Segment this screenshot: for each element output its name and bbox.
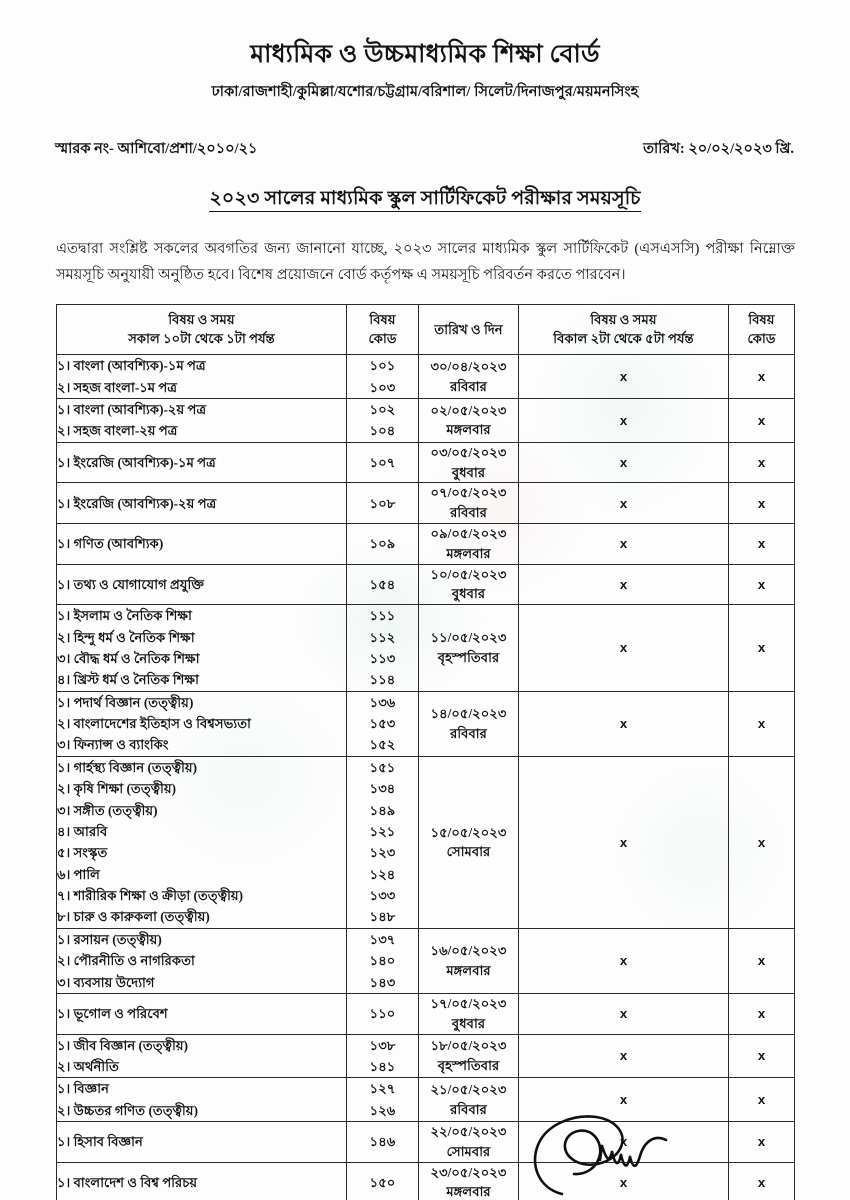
cell-afternoon-subject: x (519, 691, 729, 756)
cell-date-day (419, 928, 519, 993)
cell-morning-subjects (57, 605, 347, 692)
subject-line: ১। হিসাব বিজ্ঞান (57, 1134, 143, 1150)
header-subject-code-line1: বিষয় (369, 312, 396, 328)
memo-date: তারিখ: ২০/০২/২০২৩ খ্রি. (643, 140, 794, 157)
subject-line: ১। গার্হস্থ্য বিজ্ঞান (তত্ত্বীয়) (57, 759, 198, 775)
exam-weekday: বুধবার (451, 1015, 486, 1031)
subject-code: ১১০ (369, 1006, 396, 1022)
cell-date-day (419, 1122, 519, 1163)
subject-line: ৩। বৌদ্ধ ধর্ম ও নৈতিক শিক্ষা (57, 650, 200, 666)
subject-code: ১৪৯ (369, 802, 396, 818)
cell-date-day (419, 483, 519, 524)
subject-line: ১। ভূগোল ও পরিবেশ (57, 1006, 168, 1022)
cell-morning-subjects (57, 993, 347, 1034)
exam-date: ১৮/০৫/২০২৩ (430, 1038, 507, 1054)
subject-line: ১। পদার্থ বিজ্ঞান (তত্ত্বীয়) (57, 694, 194, 710)
cell-morning-subjects (57, 524, 347, 565)
cell-date-day (419, 993, 519, 1034)
exam-weekday: বৃহস্পতিবার (437, 649, 500, 665)
subject-code: ১৩৭ (369, 931, 396, 947)
exam-date: ২৩/০৫/২০২৩ (430, 1164, 507, 1180)
exam-weekday: মঙ্গলবার (446, 962, 491, 978)
cell-afternoon-code: x (729, 993, 795, 1034)
subject-code: ১০৯ (369, 536, 396, 552)
exam-date: ১৪/০৫/২০২৩ (430, 705, 507, 721)
exam-weekday: রবিবার (450, 725, 487, 741)
cell-afternoon-code: x (729, 1162, 795, 1200)
header-morning-subject (57, 305, 347, 355)
cell-afternoon-code: x (729, 355, 795, 399)
cell-afternoon-subject: x (519, 399, 729, 443)
header-afternoon-code (729, 305, 795, 355)
subject-line: ২। সহজ বাংলা-১ম পত্র (57, 379, 178, 395)
table-row (57, 1122, 795, 1163)
subject-line: ১। রসায়ন (তত্ত্বীয়) (57, 931, 162, 947)
cell-afternoon-code: x (729, 524, 795, 565)
subject-line: ১। ইসলাম ও নৈতিক শিক্ষা (57, 608, 192, 624)
cell-subject-codes (347, 524, 419, 565)
cell-date-day (419, 442, 519, 483)
subject-line: ১। ইংরেজি (আবশ্যিক)-২য় পত্র (57, 495, 217, 511)
cell-subject-codes (347, 691, 419, 756)
header-morning-subject-line1: বিষয় ও সময় (168, 312, 235, 328)
table-header (57, 305, 795, 355)
subject-code: ১৪৬ (369, 1134, 396, 1150)
exam-date: ০২/০৫/২০২৩ (430, 402, 507, 418)
exam-date: ২২/০৫/২০২৩ (430, 1124, 507, 1140)
subject-line: ২। কৃষি শিক্ষা (তত্ত্বীয়) (57, 781, 177, 797)
memo-date-row (0, 138, 850, 162)
subject-code: ১১২ (369, 629, 396, 645)
subject-code: ১৪০ (369, 953, 396, 969)
table-row (57, 691, 795, 756)
board-districts-line: ঢাকা/রাজশাহী/কুমিল্লা/যশোর/চট্টগ্রাম/বরিশাল/ সিলেট/দিনাজপুর/ময়মনসিংহ (211, 83, 639, 100)
cell-afternoon-subject: x (519, 993, 729, 1034)
subject-line: ২। হিন্দু ধর্ম ও নৈতিক শিক্ষা (57, 629, 195, 645)
cell-afternoon-subject: x (519, 928, 729, 993)
cell-morning-subjects (57, 756, 347, 928)
subject-code: ১৪১ (369, 1058, 396, 1074)
subject-code: ১৫২ (369, 737, 396, 753)
subject-code: ১০১ (369, 358, 396, 374)
subject-line: ৪। আরবি (57, 823, 108, 839)
table-row (57, 355, 795, 399)
subject-line: ১। বাংলাদেশ ও বিশ্ব পরিচয় (57, 1174, 198, 1190)
subject-line: ১। গণিত (আবশ্যিক) (57, 536, 164, 552)
cell-afternoon-subject: x (519, 355, 729, 399)
header-afternoon-subject-line2: বিকাল ২টা থেকে ৫টা পর্যন্ত (553, 331, 694, 347)
table-row (57, 993, 795, 1034)
table-row (57, 1162, 795, 1200)
subject-code: ১৪৮ (369, 909, 396, 925)
intro-paragraph: এতদ্বারা সংশ্লিষ্ট সকলের অবগতির জন্য জানানো যাচ্ছে, ২০২৩ সালের মাধ্যমিক স্কুল সার্টিফিকেট (এসএসসি) পরীক্ষা নিম্নোক্ত সময়সূচি অনুযায়ী অনুষ্ঠিত হবে। বিশেষ প্রয়োজনে বোর্ড কর্তৃপক্ষ এ সময়সূচি পরিবর্তন করতে পারবেন। (56, 240, 795, 283)
exam-weekday: মঙ্গলবার (446, 545, 491, 561)
subject-code: ১৫৪ (369, 576, 396, 592)
cell-date-day (419, 691, 519, 756)
cell-afternoon-code: x (729, 564, 795, 605)
cell-afternoon-subject: x (519, 756, 729, 928)
subject-line: ২। সহজ বাংলা-২য় পত্র (57, 423, 178, 439)
exam-weekday: বুধবার (451, 464, 486, 480)
cell-subject-codes (347, 483, 419, 524)
header-subject-code-line2: কোড (368, 331, 397, 347)
cell-morning-subjects (57, 442, 347, 483)
table-row (57, 1034, 795, 1078)
subject-line: ২। পৌরনীতি ও নাগরিকতা (57, 953, 195, 969)
cell-date-day (419, 355, 519, 399)
exam-routine-table (56, 304, 795, 1200)
cell-subject-codes (347, 605, 419, 692)
table-row (57, 605, 795, 692)
subject-code: ১৪৩ (369, 974, 396, 990)
subject-code: ১২৭ (369, 1081, 396, 1097)
cell-afternoon-code: x (729, 1078, 795, 1122)
subject-code: ১৩৪ (369, 781, 396, 797)
subject-line: ৬। পালি (57, 866, 100, 882)
exam-weekday: রবিবার (450, 505, 487, 521)
cell-date-day (419, 1078, 519, 1122)
header-morning-subject-line2: সকাল ১০টা থেকে ১টা পর্যন্ত (128, 331, 275, 347)
subject-code: ১৩৬ (369, 694, 396, 710)
exam-date: ০৩/০৫/২০২৩ (430, 444, 507, 460)
cell-afternoon-code: x (729, 1034, 795, 1078)
cell-morning-subjects (57, 1122, 347, 1163)
subject-code: ১০৪ (369, 423, 396, 439)
subject-line: ২। অর্থনীতি (57, 1058, 119, 1074)
table-row (57, 564, 795, 605)
subject-code: ১০৩ (369, 379, 396, 395)
header-afternoon-subject (519, 305, 729, 355)
exam-date: ১৫/০৫/২০২৩ (430, 824, 507, 840)
exam-weekday: সোমবার (446, 844, 491, 860)
subject-code: ১৩৮ (369, 1037, 396, 1053)
cell-morning-subjects (57, 483, 347, 524)
subject-code: ১১৩ (369, 650, 396, 666)
cell-afternoon-subject: x (519, 1034, 729, 1078)
cell-subject-codes (347, 993, 419, 1034)
subject-code: ১২৪ (369, 866, 396, 882)
exam-weekday: রবিবার (450, 1101, 487, 1117)
cell-morning-subjects (57, 691, 347, 756)
memo-number: স্মারক নং- আশিবো/প্রশা/২০১০/২১ (55, 140, 258, 157)
exam-weekday: বুধবার (451, 586, 486, 602)
subject-line: ১। বাংলা (আবশ্যিক)-১ম পত্র (57, 358, 206, 374)
subject-line: ২। বাংলাদেশের ইতিহাস ও বিশ্বসভ্যতা (57, 716, 251, 732)
cell-afternoon-code: x (729, 605, 795, 692)
subject-line: ৩। ফিন্যান্স ও ব্যাংকিং (57, 737, 169, 753)
exam-date: ১১/০৫/২০২৩ (430, 630, 507, 646)
cell-afternoon-code: x (729, 442, 795, 483)
cell-afternoon-code: x (729, 399, 795, 443)
exam-weekday: রবিবার (450, 378, 487, 394)
cell-afternoon-subject: x (519, 605, 729, 692)
exam-date: ১৬/০৫/২০২৩ (430, 943, 507, 959)
cell-afternoon-subject: x (519, 1122, 729, 1163)
exam-date: ৩০/০৪/২০২৩ (430, 358, 507, 374)
cell-afternoon-code: x (729, 691, 795, 756)
subject-code: ১৫০ (369, 1174, 396, 1190)
cell-morning-subjects (57, 928, 347, 993)
table-row (57, 483, 795, 524)
cell-afternoon-subject: x (519, 564, 729, 605)
cell-afternoon-subject: x (519, 483, 729, 524)
cell-afternoon-code: x (729, 483, 795, 524)
exam-date: ০৯/০৫/২০২৩ (430, 526, 507, 541)
cell-subject-codes (347, 928, 419, 993)
cell-date-day (419, 1034, 519, 1078)
header-afternoon-code-line1: বিষয় (748, 312, 775, 328)
table-row (57, 524, 795, 565)
cell-subject-codes (347, 442, 419, 483)
subject-line: ১। বিজ্ঞান (57, 1081, 109, 1097)
subject-code: ১২৬ (369, 1102, 396, 1118)
cell-afternoon-subject: x (519, 524, 729, 565)
cell-subject-codes (347, 1162, 419, 1200)
subject-code: ১০৭ (369, 454, 396, 470)
exam-weekday: মঙ্গলবার (446, 422, 491, 438)
cell-date-day (419, 564, 519, 605)
table-row (57, 928, 795, 993)
exam-date: ০৭/০৫/২০২৩ (430, 485, 507, 501)
header-date-day: তারিখ ও দিন (419, 305, 519, 355)
exam-date: ১০/০৫/২০২৩ (430, 566, 507, 582)
table-body (57, 355, 795, 1200)
cell-afternoon-code: x (729, 1122, 795, 1163)
cell-date-day (419, 756, 519, 928)
subject-line: ৫। সংস্কৃত (57, 845, 108, 861)
subject-line: ১। জীব বিজ্ঞান (তত্ত্বীয়) (57, 1037, 188, 1053)
exam-weekday: মঙ্গলবার (446, 1184, 491, 1200)
subject-code: ১৫৩ (369, 716, 396, 732)
cell-afternoon-subject: x (519, 1078, 729, 1122)
exam-weekday: সোমবার (446, 1143, 491, 1159)
header-afternoon-code-line2: কোড (747, 331, 776, 347)
subject-code: ১৩৩ (369, 888, 396, 904)
exam-date: ২১/০৫/২০২৩ (430, 1081, 507, 1097)
subject-code: ১১১ (369, 608, 396, 624)
cell-morning-subjects (57, 399, 347, 443)
subject-code: ১০২ (369, 402, 396, 418)
table-row (57, 442, 795, 483)
cell-afternoon-subject: x (519, 1162, 729, 1200)
board-title: মাধ্যমিক ও উচ্চমাধ্যমিক শিক্ষা বোর্ড (250, 41, 600, 68)
cell-subject-codes (347, 1078, 419, 1122)
cell-afternoon-code: x (729, 756, 795, 928)
table-header-row (57, 305, 795, 355)
header-afternoon-subject-line1: বিষয় ও সময় (590, 312, 657, 328)
cell-subject-codes (347, 1122, 419, 1163)
cell-morning-subjects (57, 1162, 347, 1200)
cell-subject-codes (347, 1034, 419, 1078)
cell-morning-subjects (57, 355, 347, 399)
cell-subject-codes (347, 355, 419, 399)
exam-weekday: বৃহস্পতিবার (437, 1057, 500, 1073)
subject-code: ১১৪ (369, 672, 396, 688)
table-row (57, 1078, 795, 1122)
subject-code: ১০৮ (369, 495, 396, 511)
exam-date: ১৭/০৫/২০২৩ (430, 995, 507, 1011)
routine-table-container (56, 304, 794, 1200)
cell-date-day (419, 524, 519, 565)
cell-afternoon-code: x (729, 928, 795, 993)
subject-line: ২। উচ্চতর গণিত (তত্ত্বীয়) (57, 1102, 198, 1118)
cell-subject-codes (347, 399, 419, 443)
subject-line: ৮। চারু ও কারুকলা (তত্ত্বীয়) (57, 909, 210, 925)
cell-morning-subjects (57, 564, 347, 605)
subject-line: ১। তথ্য ও যোগাযোগ প্রযুক্তি (57, 576, 205, 592)
page-title (0, 184, 850, 216)
cell-morning-subjects (57, 1034, 347, 1078)
subject-code: ১২১ (369, 823, 396, 839)
cell-date-day (419, 399, 519, 443)
subject-line: ৩। ব্যবসায় উদ্যোগ (57, 974, 155, 990)
header-subject-code (347, 305, 419, 355)
subject-code: ১২৩ (369, 845, 396, 861)
subject-code: ১৫১ (369, 759, 396, 775)
cell-date-day (419, 605, 519, 692)
cell-subject-codes (347, 564, 419, 605)
cell-subject-codes (347, 756, 419, 928)
subject-line: ৩। সঙ্গীত (তত্ত্বীয়) (57, 802, 158, 818)
subject-line: ৪। খ্রিস্ট ধর্ম ও নৈতিক শিক্ষা (57, 672, 199, 688)
table-row (57, 756, 795, 928)
cell-morning-subjects (57, 1078, 347, 1122)
cell-afternoon-subject: x (519, 442, 729, 483)
table-row (57, 399, 795, 443)
subject-line: ৭। শারীরিক শিক্ষা ও ক্রীড়া (তত্ত্বীয়) (57, 888, 244, 904)
page-title-text: ২০২৩ সালের মাধ্যমিক স্কুল সার্টিফিকেট পরীক্ষার সময়সূচি (209, 188, 640, 212)
subject-line: ১। বাংলা (আবশ্যিক)-২য় পত্র (57, 402, 207, 418)
cell-date-day (419, 1162, 519, 1200)
subject-line: ১। ইংরেজি (আবশ্যিক)-১ম পত্র (57, 454, 216, 470)
